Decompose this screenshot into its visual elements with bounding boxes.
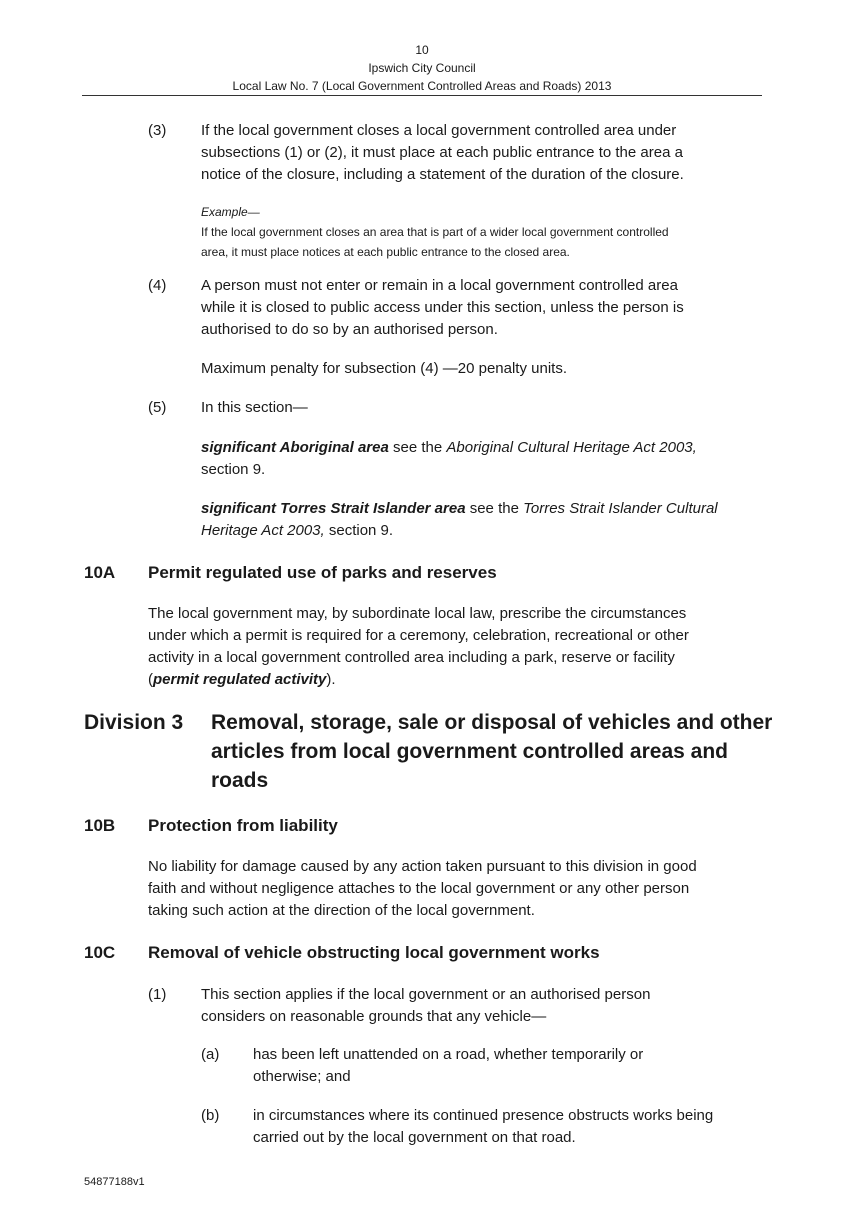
- division-title: [211, 708, 772, 795]
- section-10a-line: activity in a local government controlled area including a park, reserve or facility: [148, 649, 675, 666]
- section-10a-title: Permit regulated use of parks and reserves: [148, 563, 497, 582]
- penalty-text: Maximum penalty for subsection (4) —20 penalty units.: [201, 360, 567, 377]
- section-10b-number: 10B: [84, 816, 116, 835]
- act-title: Aboriginal Cultural Heritage Act 2003,: [446, 439, 697, 456]
- section-10c-subsection-1-text: [201, 984, 650, 1028]
- section-10c-title: Removal of vehicle obstructing local government works: [148, 943, 600, 962]
- section-10b-title: Protection from liability: [148, 816, 338, 835]
- subsection-3-line: subsections (1) or (2), it must place at each public entrance to the area a: [201, 144, 683, 161]
- act-title: Heritage Act 2003,: [201, 522, 325, 539]
- subsection-4-line: while it is closed to public access under this section, unless the person is: [201, 299, 684, 316]
- header-rule: [82, 95, 762, 96]
- subsection-3-number: (3): [148, 122, 167, 139]
- section-10a-text: (: [148, 671, 153, 688]
- section-10a-number: 10A: [84, 563, 116, 582]
- subsection-3-line: If the local government closes a local government controlled area under: [201, 122, 677, 139]
- division-title-line: roads: [211, 769, 269, 792]
- section-10a-body: [148, 603, 689, 691]
- division-title-line: articles from local government controlled areas and: [211, 740, 728, 763]
- paragraph-b-text: [253, 1105, 713, 1149]
- section-10a-line: The local government may, by subordinate local law, prescribe the circumstances: [148, 605, 687, 622]
- paragraph-b-line: carried out by the local government on that road.: [253, 1129, 576, 1146]
- definition-text: see the: [465, 500, 524, 517]
- example-line: If the local government closes an area that is part of a wider local government controlled: [201, 225, 669, 239]
- example-block: [201, 202, 669, 262]
- paragraph-a-line: otherwise; and: [253, 1068, 351, 1085]
- section-10b-line: faith and without negligence attaches to the local government or any other person: [148, 880, 690, 897]
- subsection-4-line: authorised to do so by an authorised person.: [201, 321, 498, 338]
- paragraph-a-number: (a): [201, 1046, 220, 1063]
- section-10b-body: [148, 856, 697, 922]
- definition-torres-strait-area: [201, 498, 718, 542]
- subsection-5-intro: In this section—: [201, 399, 308, 416]
- subsection-3-text: [201, 120, 684, 186]
- definition-aboriginal-area: [201, 437, 697, 481]
- example-line: area, it must place notices at each public entrance to the closed area.: [201, 245, 570, 259]
- subsection-4-number: (4): [148, 277, 167, 294]
- subsection-4-text: [201, 275, 684, 341]
- subsection-4-line: A person must not enter or remain in a local government controlled area: [201, 277, 678, 294]
- division-title-line: Removal, storage, sale or disposal of vehicles and other: [211, 711, 773, 734]
- example-label: Example—: [201, 205, 260, 219]
- header-council: Ipswich City Council: [368, 61, 476, 75]
- header-law-title: Local Law No. 7 (Local Government Controlled Areas and Roads) 2013: [232, 79, 612, 93]
- paragraph-a-line: has been left unattended on a road, whether temporarily or: [253, 1046, 644, 1063]
- defined-term: significant Torres Strait Islander area: [201, 500, 466, 517]
- definition-text: see the: [388, 439, 447, 456]
- act-title: Torres Strait Islander Cultural: [523, 500, 718, 517]
- section-10c-number: 10C: [84, 943, 116, 962]
- section-10a-line: under which a permit is required for a ceremony, celebration, recreational or other: [148, 627, 689, 644]
- defined-term: permit regulated activity: [153, 671, 327, 688]
- section-10c-subsection-1-number: (1): [148, 986, 167, 1003]
- document-id: 54877188v1: [84, 1176, 145, 1188]
- section-10c-line: considers on reasonable grounds that any vehicle—: [201, 1008, 547, 1025]
- section-10a-text: ).: [326, 671, 336, 688]
- paragraph-b-line: in circumstances where its continued presence obstructs works being: [253, 1107, 714, 1124]
- paragraph-a-text: [253, 1044, 643, 1088]
- section-10b-line: No liability for damage caused by any action taken pursuant to this division in good: [148, 858, 697, 875]
- defined-term: significant Aboriginal area: [201, 439, 389, 456]
- subsection-5-number: (5): [148, 399, 167, 416]
- paragraph-b-number: (b): [201, 1107, 220, 1124]
- page-number: 10: [415, 43, 429, 57]
- subsection-3-line: notice of the closure, including a statement of the duration of the closure.: [201, 166, 684, 183]
- definition-text: section 9.: [324, 522, 394, 539]
- section-10c-line: This section applies if the local government or an authorised person: [201, 986, 651, 1003]
- division-label: Division 3: [84, 711, 184, 734]
- section-10b-line: taking such action at the direction of the local government.: [148, 902, 535, 919]
- definition-text: section 9.: [201, 461, 266, 478]
